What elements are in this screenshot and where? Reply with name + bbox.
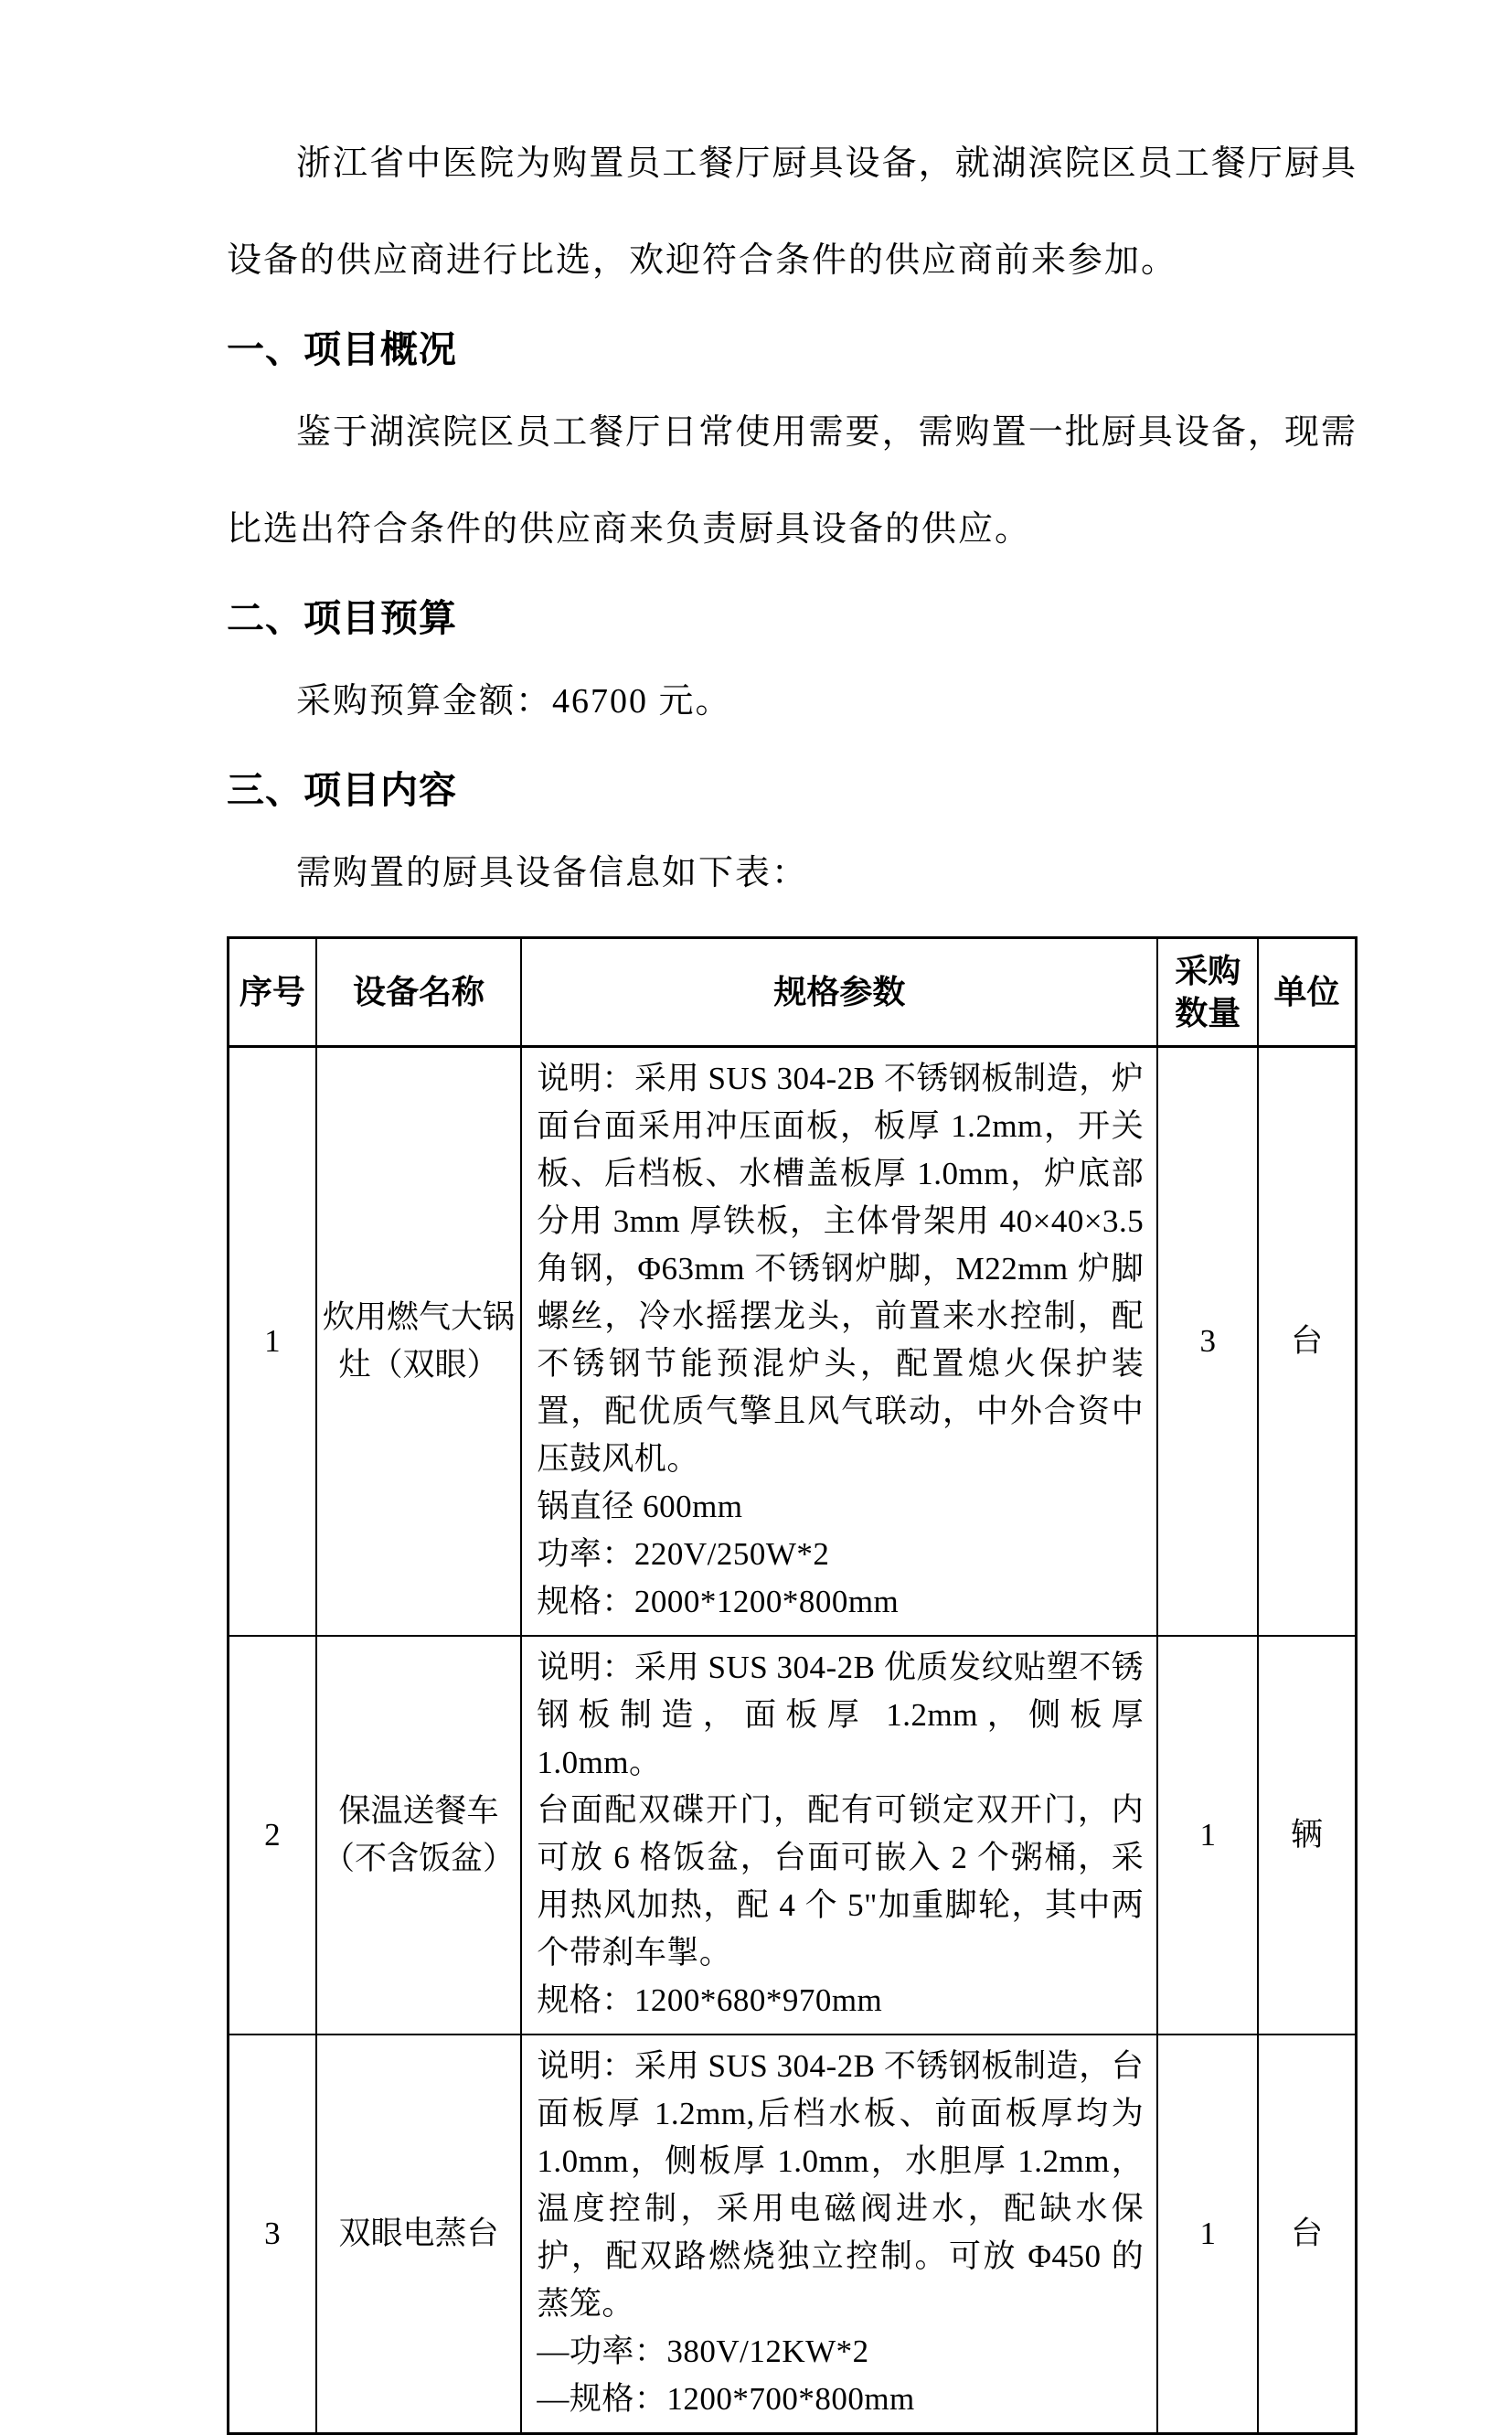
device-name-cell: 保温送餐车（不含饭盆） bbox=[316, 1636, 522, 2035]
device-name-cell: 炊用燃气大锅灶（双眼） bbox=[316, 1047, 522, 1637]
quantity-cell: 3 bbox=[1157, 1047, 1258, 1637]
section-2-heading: 二、项目预算 bbox=[227, 597, 457, 639]
unit-cell: 台 bbox=[1258, 2035, 1356, 2434]
quantity-cell: 1 bbox=[1157, 2035, 1258, 2434]
row-index-cell: 1 bbox=[229, 1047, 316, 1637]
document-content bbox=[227, 0, 1358, 2435]
equipment-table bbox=[227, 936, 1358, 2435]
header-serial-number: 序号 bbox=[229, 938, 316, 1047]
quantity-cell: 1 bbox=[1157, 1636, 1258, 2035]
table-row bbox=[229, 1636, 1357, 2035]
spec-line: —功率：380V/12KW*2 bbox=[537, 2334, 869, 2369]
section-1-body: 鉴于湖滨院区员工餐厅日常使用需要，需购置一批厨具设备，现需比选出符合条件的供应商来负责厨具设备的供应。 bbox=[227, 413, 1358, 549]
table-row bbox=[229, 1047, 1357, 1637]
spec-cell bbox=[521, 1636, 1157, 2035]
spec-line: 台面配双碟开门，配有可锁定双开门，内可放 6 格饭盆，台面可嵌入 2 个粥桶，采用热风加热，配 4 个 5"加重脚轮，其中两个带刹车掣。 bbox=[537, 1792, 1145, 1970]
row-index-cell: 2 bbox=[229, 1636, 316, 2035]
header-unit: 单位 bbox=[1258, 938, 1356, 1047]
section-3-heading: 三、项目内容 bbox=[227, 769, 457, 811]
spec-line: 锅直径 600mm bbox=[537, 1489, 743, 1524]
spec-line: 规格：2000*1200*800mm bbox=[537, 1584, 900, 1619]
unit-cell: 台 bbox=[1258, 1047, 1356, 1637]
table-header-row bbox=[229, 938, 1357, 1047]
spec-line: —规格：1200*700*800mm bbox=[537, 2381, 915, 2417]
device-name-cell: 双眼电蒸台 bbox=[316, 2035, 522, 2434]
table-row bbox=[229, 2035, 1357, 2434]
spec-line: 说明：采用 SUS 304-2B 不锈钢板制造，台面板厚 1.2mm,后档水板、前面板厚均为 1.0mm，侧板厚 1.0mm，水胆厚 1.2mm，温度控制，采用电磁阀进水，配缺水保护，配双路燃烧独立控制。可放 Φ450 的蒸笼。 bbox=[537, 2048, 1145, 2322]
section-3-body: 需购置的厨具设备信息如下表： bbox=[296, 854, 809, 892]
spec-line: 说明：采用 SUS 304-2B 不锈钢板制造，炉面台面采用冲压面板，板厚 1.2mm，开关板、后档板、水槽盖板厚 1.0mm，炉底部分用 3mm 厚铁板，主体骨架用 40×40×3.5 角钢，Φ63mm 不锈钢炉脚，M22mm 炉脚螺丝，冷水摇摆龙头，前置来水控制，配不锈钢节能预混炉头，配置熄火保护装置，配优质气擎且风气联动，中外合资中压鼓风机。 bbox=[537, 1061, 1145, 1477]
header-device-name: 设备名称 bbox=[316, 938, 522, 1047]
spec-line: 说明：采用 SUS 304-2B 优质发纹贴塑不锈钢板制造，面板厚 1.2mm，侧板厚 1.0mm。 bbox=[537, 1650, 1145, 1780]
spec-line: 规格：1200*680*970mm bbox=[537, 1982, 883, 2018]
unit-cell: 辆 bbox=[1258, 1636, 1356, 2035]
header-purchase-qty: 采购数量 bbox=[1157, 938, 1258, 1047]
spec-cell bbox=[521, 1047, 1157, 1637]
header-spec-params: 规格参数 bbox=[521, 938, 1157, 1047]
intro-paragraph: 浙江省中医院为购置员工餐厅厨具设备，就湖滨院区员工餐厅厨具设备的供应商进行比选，欢迎符合条件的供应商前来参加。 bbox=[227, 144, 1358, 280]
row-index-cell: 3 bbox=[229, 2035, 316, 2434]
section-1-heading: 一、项目概况 bbox=[227, 328, 457, 370]
spec-line: 功率：220V/250W*2 bbox=[537, 1536, 830, 1572]
section-2-body: 采购预算金额：46700 元。 bbox=[296, 682, 732, 721]
spec-cell bbox=[521, 2035, 1157, 2434]
